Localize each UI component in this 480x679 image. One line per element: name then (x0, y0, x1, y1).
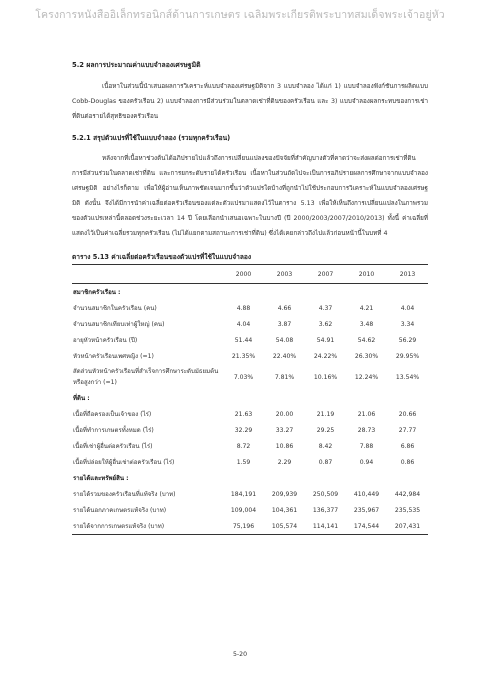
cell-value: 4.04 (400, 304, 415, 312)
cell-value: 12.24% (354, 373, 379, 381)
table-row (72, 486, 428, 502)
table-header-year: 2007 (317, 270, 334, 278)
table-header-year: 2003 (276, 270, 293, 278)
intro-paragraph: เนื้อหาในส่วนนี้นำเสนอผลการวิเคราะห์แบบจำลองเศรษฐมิติจาก 3 แบบจำลอง ได้แก่ 1) แบบจำลองฟังก์ชันการผลิตแบบ Cobb-Douglas ของครัวเรือน 2) แบบจำลองการมีส่วนร่วมในตลาดเช่าที่ดินของครัวเรือน และ 3) แบบจำลองผลกระทบของการเช่าที่ดินต่อรายได้สุทธิของครัวเรือน (72, 83, 428, 120)
cell-value: 21.35% (231, 352, 256, 360)
cell-value: 174,544 (353, 522, 380, 530)
table-row (72, 518, 428, 535)
table-header-year: 2013 (399, 270, 416, 278)
cell-value: 114,141 (312, 522, 339, 530)
row-label: รายได้รวมของครัวเรือนที่แท้จริง (บาท) (73, 491, 176, 498)
table-row (72, 406, 428, 422)
cell-value: 105,574 (271, 522, 298, 530)
row-label: สัดส่วนหัวหน้าครัวเรือนที่สำเร็จการศึกษาระดับมัธยมต้นหรือสูงกว่า (=1) (73, 368, 219, 386)
running-header: โครงการหนังสืออิเล็กทรอนิกส์ด้านการเกษตร เฉลิมพระเกียรติพระบาทสมเด็จพระเจ้าอยู่หัว (35, 9, 445, 21)
cell-value: 410,449 (353, 490, 380, 498)
cell-value: 32.29 (234, 426, 253, 434)
section-title: 5.2 ผลการประมาณค่าแบบจำลองเศรษฐมิติ (72, 61, 201, 69)
cell-value: 207,431 (394, 522, 421, 530)
cell-value: 21.19 (316, 410, 335, 418)
cell-value: 54.62 (357, 336, 376, 344)
cell-value: 4.37 (318, 304, 333, 312)
cell-value: 20.66 (398, 410, 417, 418)
cell-value: 235,967 (353, 506, 380, 514)
row-label: เนื้อที่เช่าผู้อื่นต่อครัวเรือน (ไร่) (73, 443, 153, 450)
cell-value: 10.16% (313, 373, 338, 381)
cell-value: 24.22% (313, 352, 338, 360)
row-label: รายได้จากการเกษตรแท้จริง (บาท) (73, 523, 165, 530)
table-row (72, 364, 428, 390)
cell-value: 33.27 (275, 426, 294, 434)
table-row (72, 316, 428, 332)
cell-value: 20.00 (275, 410, 294, 418)
cell-value: 136,377 (312, 506, 339, 514)
cell-value: 3.87 (277, 320, 292, 328)
cell-value: 1.59 (236, 458, 251, 466)
page-number: 5-20 (232, 651, 248, 658)
cell-value: 0.87 (318, 458, 333, 466)
row-label: เนื้อที่ถือครองเป็นเจ้าของ (ไร่) (73, 411, 152, 418)
table-group-row (72, 470, 428, 486)
row-label: จำนวนสมาชิกเทียบเท่าผู้ใหญ่ (คน) (73, 321, 165, 328)
table-header-label (72, 265, 223, 284)
table-row (72, 438, 428, 454)
cell-value: 54.08 (275, 336, 294, 344)
table-group-row (72, 390, 428, 406)
table-row (72, 300, 428, 316)
cell-value: 51.44 (234, 336, 253, 344)
table-row (72, 502, 428, 518)
cell-value: 209,939 (271, 490, 298, 498)
cell-value: 3.62 (318, 320, 333, 328)
cell-value: 4.04 (236, 320, 251, 328)
cell-value: 104,361 (271, 506, 298, 514)
cell-value: 7.88 (359, 442, 374, 450)
row-label: จำนวนสมาชิกในครัวเรือน (คน) (73, 305, 157, 312)
cell-value: 109,004 (230, 506, 257, 514)
row-label: เนื้อที่ปล่อยให้ผู้อื่นเช่าต่อครัวเรือน (ไร่) (73, 459, 175, 466)
cell-value: 3.48 (359, 320, 374, 328)
cell-value: 442,984 (394, 490, 421, 498)
body-paragraph: หลังจากที่เนื้อหาช่วงต้นได้อภิปรายไปแล้วถึงการเปลี่ยนแปลงของปัจจัยที่สำคัญบางตัวที่คาดว่าจะส่งผลต่อการเช่าที่ดิน การมีส่วนร่วมในตลาดเช่าที่ดิน และการยกระดับรายได้ครัวเรือน เนื้อหาในส่วนถัดไปจะเป็นการอภิปรายผลการศึกษาจากแบบจำลองเศรษฐมิติ อย่างไรก็ตาม เพื่อให้ผู้อ่านเห็นภาพชัดเจนมากขึ้นว่าตัวแปรใดบ้างที่ถูกนำไปใช้ประกอบการวิเคราะห์ในแบบจำลองเศรษฐมิติ ดังนั้น จึงได้มีการนำค่าเฉลี่ยต่อครัวเรือนของแต่ละตัวแปรมาแสดงไว้ในตาราง 5.13 เพื่อให้เห็นถึงการเปลี่ยนแปลงในภาพรวม ของตัวแปรเหล่านี้ตลอดช่วงระยะเวลา 14 ปี โดยเลือกนำเสนอเฉพาะในบางปี (ปี 2000/2003/2007/2010/2013) ทั้งนี้ ค่าเฉลี่ยที่แสดงไว้เป็นค่าเฉลี่ยรวมทุกครัวเรือน (ไม่ได้แยกตามสถานะการเช่าที่ดิน) ซึ่งได้เคยกล่าวถึงไปแล้วก่อนหน้านี้ในบทที่ 4 (72, 155, 428, 237)
cell-value: 0.94 (359, 458, 374, 466)
cell-value: 28.73 (357, 426, 376, 434)
table-row (72, 348, 428, 364)
table-row (72, 454, 428, 470)
cell-value: 235,535 (394, 506, 421, 514)
table-header-year: 2010 (358, 270, 375, 278)
group-title: สมาชิกครัวเรือน : (73, 289, 121, 296)
cell-value: 0.86 (400, 458, 415, 466)
cell-value: 29.95% (395, 352, 420, 360)
cell-value: 27.77 (398, 426, 417, 434)
cell-value: 3.34 (400, 320, 415, 328)
row-label: เนื้อที่ทำการเกษตรทั้งหมด (ไร่) (73, 427, 154, 434)
row-label: หัวหน้าครัวเรือนเพศหญิง (=1) (73, 353, 154, 360)
cell-value: 4.66 (277, 304, 292, 312)
table-header-row (72, 265, 428, 284)
cell-value: 8.42 (318, 442, 333, 450)
cell-value: 4.21 (359, 304, 374, 312)
table-row (72, 422, 428, 438)
group-title: ที่ดิน : (73, 395, 90, 402)
cell-value: 54.91 (316, 336, 335, 344)
cell-value: 4.88 (236, 304, 251, 312)
page-content (72, 34, 428, 535)
cell-value: 10.86 (275, 442, 294, 450)
subsection-title: 5.2.1 สรุปตัวแปรที่ใช้ในแบบจำลอง (รวมทุกครัวเรือน) (72, 134, 231, 142)
cell-value: 184,191 (230, 490, 257, 498)
cell-value: 22.40% (272, 352, 297, 360)
cell-value: 250,509 (312, 490, 339, 498)
table-group-row (72, 284, 428, 301)
cell-value: 6.86 (400, 442, 415, 450)
cell-value: 21.06 (357, 410, 376, 418)
cell-value: 8.72 (236, 442, 251, 450)
cell-value: 29.25 (316, 426, 335, 434)
cell-value: 2.29 (277, 458, 292, 466)
cell-value: 75,196 (232, 522, 255, 530)
group-title: รายได้และทรัพย์สิน : (73, 475, 129, 482)
cell-value: 56.29 (398, 336, 417, 344)
cell-value: 13.54% (395, 373, 420, 381)
table-header-year: 2000 (235, 270, 252, 278)
cell-value: 26.30% (354, 352, 379, 360)
row-label: อายุหัวหน้าครัวเรือน (ปี) (73, 337, 138, 344)
variables-table (72, 264, 428, 535)
table-caption: ตาราง 5.13 ค่าเฉลี่ยต่อครัวเรือนของตัวแปรที่ใช้ในแบบจำลอง (72, 253, 252, 261)
table-row (72, 332, 428, 348)
cell-value: 21.63 (234, 410, 253, 418)
cell-value: 7.81% (274, 373, 295, 381)
row-label: รายได้นอกภาคเกษตรแท้จริง (บาท) (73, 507, 167, 514)
cell-value: 7.03% (233, 373, 254, 381)
